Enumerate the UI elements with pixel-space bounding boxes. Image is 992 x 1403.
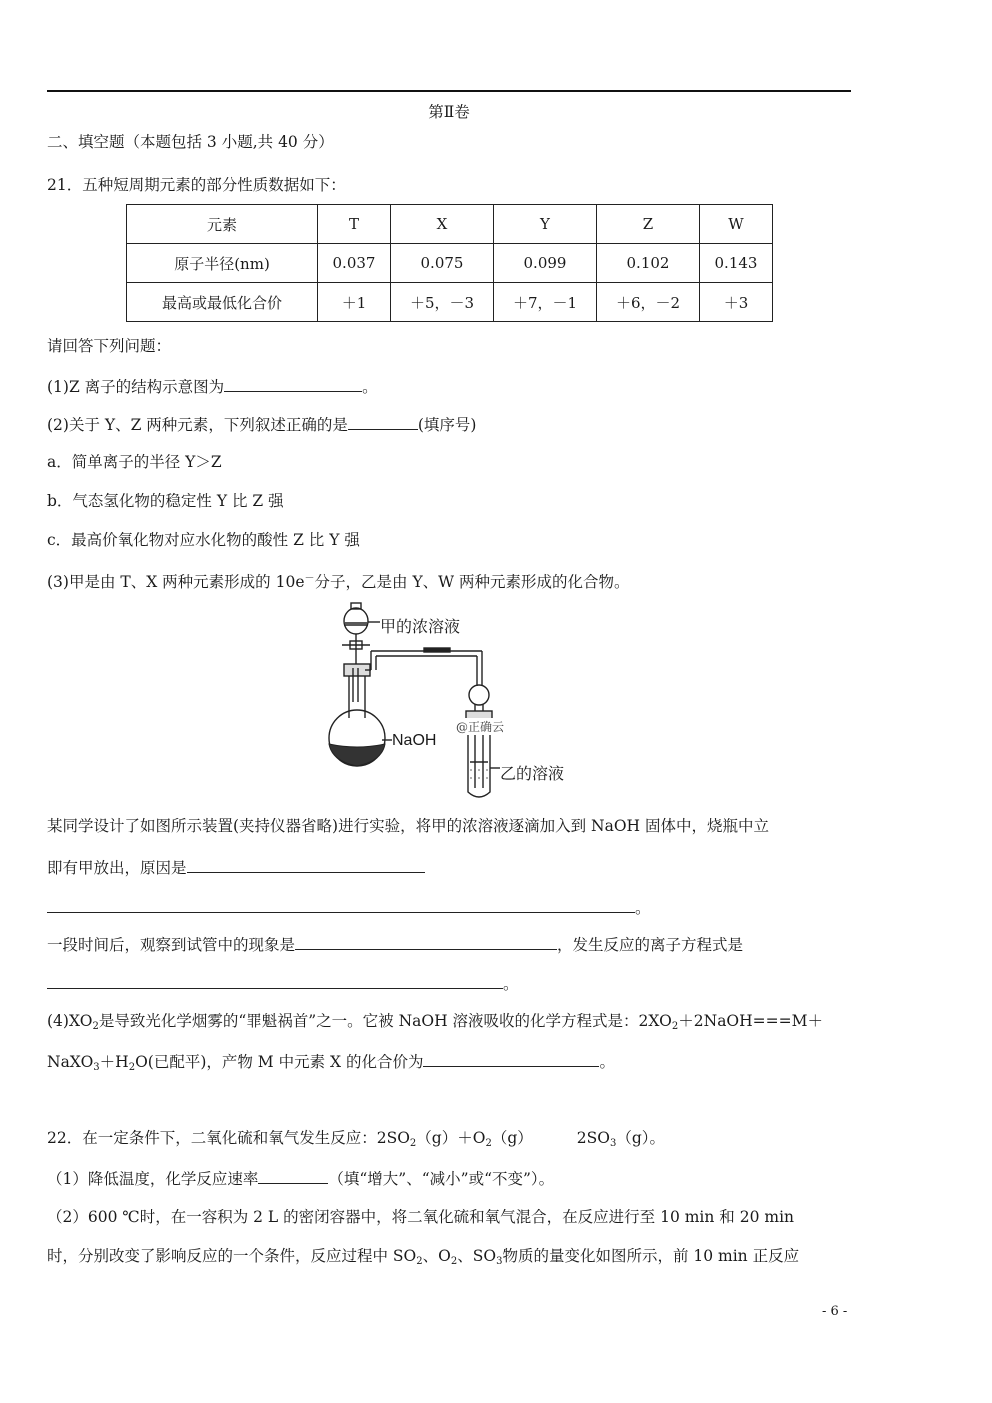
q21-part3: (3)甲是由 T、X 两种元素形成的 10e－分子，乙是由 Y、W 两种元素形成的化合物。	[47, 573, 630, 591]
answer-blank[interactable]	[224, 375, 362, 392]
option-a: a．简单离子的半径 Y＞Z	[47, 453, 222, 471]
answer-blank[interactable]	[187, 856, 425, 873]
label-naoh: NaOH	[392, 732, 437, 749]
watermark: @正确云	[456, 720, 505, 734]
table-cell: ＋5，－3	[391, 283, 494, 322]
q21-part3-blankline: 。	[47, 896, 651, 918]
page-number: - 6 -	[822, 1304, 848, 1319]
top-rule	[47, 90, 851, 92]
label-yi-solution: 乙的溶液	[500, 764, 565, 783]
apparatus-figure	[320, 598, 580, 808]
table-cell: ＋6，－2	[597, 283, 700, 322]
q21-part4-line1: $(4)XO_2$是导致光化学烟雾的“罪魁祸首”之一。它被 NaOH 溶液吸收的化学方程式是：$2XO_2+2NaOH===M+$	[47, 1012, 823, 1032]
answer-blank[interactable]	[423, 1050, 599, 1067]
table-cell: ＋1	[318, 283, 391, 322]
answer-blank[interactable]	[47, 896, 635, 913]
table-cell: W	[700, 205, 773, 244]
table-header-row	[127, 205, 773, 244]
table-cell: 0.102	[597, 244, 700, 283]
q21-part4-line2: $NaXO_3+H_2O$(已配平)，产物 M 中元素 X 的化合价为 。	[47, 1050, 615, 1078]
table-cell: 元素	[127, 205, 318, 244]
section-heading: 二、填空题（本题包括 3 小题,共 40 分）	[47, 133, 334, 151]
answer-blank[interactable]	[47, 972, 503, 989]
q21-prompt: 请回答下列问题：	[47, 337, 172, 355]
q22-intro: 22．在一定条件下，二氧化硫和氧气发生反应：$2SO_2(g)+O_2(g)$ $2SO_3(g)$。	[47, 1129, 665, 1149]
table-cell: ＋7，－1	[494, 283, 597, 322]
table-row	[127, 244, 773, 283]
table-cell: 0.037	[318, 244, 391, 283]
table-cell: Z	[597, 205, 700, 244]
part-title: 第Ⅱ卷	[428, 103, 470, 121]
q21-part3-body2: 即有甲放出，原因是	[47, 856, 425, 878]
table-cell: 最高或最低化合价	[127, 283, 318, 322]
element-data-table	[126, 204, 773, 322]
answer-blank[interactable]	[258, 1167, 328, 1184]
q21-part2: (2)关于 Y、Z 两种元素，下列叙述正确的是 (填序号)	[47, 413, 476, 435]
q21-intro: 21．五种短周期元素的部分性质数据如下：	[47, 176, 346, 194]
q21-part3-body1: 某同学设计了如图所示装置(夹持仪器省略)进行实验，将甲的浓溶液逐滴加入到 NaOH 固体中，烧瓶中立	[47, 817, 769, 835]
answer-blank[interactable]	[348, 413, 418, 430]
table-cell: 0.143	[700, 244, 773, 283]
table-cell: X	[391, 205, 494, 244]
option-b: b．气态氢化物的稳定性 Y 比 Z 强	[47, 492, 284, 510]
table-cell: 原子半径(nm)	[127, 244, 318, 283]
table-cell: Y	[494, 205, 597, 244]
q21-part3-blankline2: 。	[47, 972, 519, 994]
q21-part3-body3: 一段时间后，观察到试管中的现象是 ，发生反应的离子方程式是	[47, 933, 743, 955]
table-cell: T	[318, 205, 391, 244]
table-row	[127, 283, 773, 322]
option-c: c．最高价氧化物对应水化物的酸性 Z 比 Y 强	[47, 531, 360, 549]
table-cell: 0.075	[391, 244, 494, 283]
label-jia-solution: 甲的浓溶液	[380, 614, 460, 637]
q21-part1: (1)Z 离子的结构示意图为 。	[47, 375, 378, 397]
q22-part2-line1: （2）600 ℃时，在一容积为 2 L 的密闭容器中，将二氧化硫和氧气混合，在反应进行至 10 min 和 20 min	[47, 1208, 795, 1226]
table-cell: 0.099	[494, 244, 597, 283]
table-cell: ＋3	[700, 283, 773, 322]
answer-blank[interactable]	[295, 933, 557, 950]
q22-part1: （1）降低温度，化学反应速率 （填“增大”、“减小”或“不变”）。	[47, 1167, 554, 1189]
q22-part2-line2: 时，分别改变了影响反应的一个条件，反应过程中 $SO_2$、$O_2$、$SO_3$物质的量变化如图所示，前 10 min 正反应	[47, 1247, 800, 1267]
